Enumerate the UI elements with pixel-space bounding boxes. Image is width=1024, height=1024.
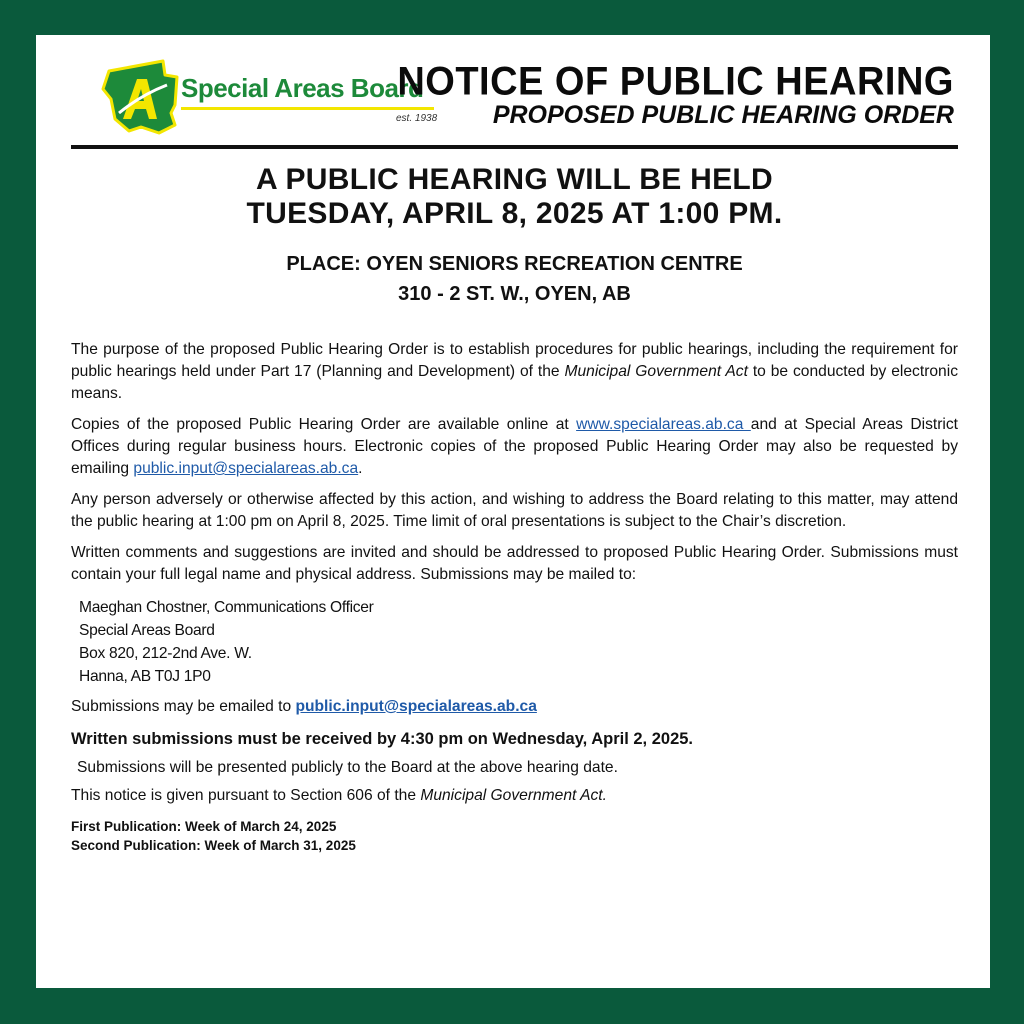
copies-text-c: .	[358, 460, 363, 477]
submission-deadline: Written submissions must be received by 4:30 pm on Wednesday, April 2, 2025.	[71, 730, 694, 748]
pursuant-act: Municipal Government Act.	[420, 787, 607, 804]
presented-note: Submissions will be presented publicly to the Board at the above hearing date.	[77, 759, 618, 776]
place-line-1: PLACE: OYEN SENIORS RECREATION CENTRE	[286, 253, 743, 275]
publication-dates	[71, 817, 958, 855]
address-line: Special Areas Board	[79, 622, 215, 639]
purpose-text-a: The purpose of the proposed Public Hearing Order is to establish procedures for public hearings, including the requirement for public hearings held under Part 17 (Planning and Development) of the	[71, 341, 958, 380]
headline-line-2: TUESDAY, APRIL 8, 2025 AT 1:00 PM.	[246, 197, 783, 230]
purpose-paragraph	[71, 339, 958, 405]
place-line-2: 310 - 2 ST. W., OYEN, AB	[398, 283, 631, 305]
pursuant-text: This notice is given pursuant to Section 606 of the	[71, 787, 421, 804]
affected-paragraph: Any person adversely or otherwise affected by this action, and wishing to address the Board relating to this matter, may attend the public hearing at 1:00 pm on April 8, 2025. Time limit of oral presentations is subject to the Chair’s discretion.	[71, 491, 958, 530]
address-line: Maeghan Chostner, Communications Officer	[79, 599, 374, 616]
mailing-address	[79, 596, 958, 688]
headline-line-1: A PUBLIC HEARING WILL BE HELD	[255, 163, 774, 196]
purpose-text-b: to be conducted by electronic means.	[71, 363, 958, 402]
notice-page	[36, 35, 990, 988]
address-line: Hanna, AB T0J 1P0	[79, 668, 211, 685]
copies-paragraph	[71, 414, 958, 480]
notice-title: NOTICE OF PUBLIC HEARING	[397, 59, 954, 105]
logo-name: Special Areas Board	[181, 73, 424, 103]
special-areas-logo	[101, 55, 441, 137]
second-publication: Second Publication: Week of March 31, 2025	[71, 838, 356, 853]
hearing-place	[71, 249, 958, 309]
notice-subtitle: PROPOSED PUBLIC HEARING ORDER	[492, 101, 954, 129]
submission-email-link[interactable]: public.input@specialareas.ab.ca	[295, 698, 537, 715]
notice-body	[71, 339, 958, 855]
first-publication: First Publication: Week of March 24, 2025	[71, 819, 337, 834]
logo-rule	[181, 107, 434, 110]
address-line: Box 820, 212-2nd Ave. W.	[79, 645, 252, 662]
copies-text-b: and at Special Areas District Offices during regular business hours. Electronic copies of the proposed Public Hearing Order may also be requested by emailing	[71, 416, 958, 477]
header	[71, 35, 958, 145]
website-link[interactable]: www.specialareas.ab.ca	[576, 416, 751, 433]
email-link[interactable]: public.input@specialareas.ab.ca	[133, 460, 359, 477]
pursuant-note	[71, 787, 958, 805]
logo-est: est. 1938	[396, 113, 438, 124]
purpose-act: Municipal Government Act	[564, 363, 748, 380]
logo-emblem-icon	[101, 55, 181, 137]
header-divider	[71, 145, 958, 149]
email-submission-line	[71, 696, 958, 718]
written-comments-paragraph: Written comments and suggestions are invited and should be addressed to proposed Public Hearing Order. Submissions must contain your full legal name and physical address. Submissions may be mailed to:	[71, 544, 958, 583]
hearing-headline	[71, 163, 958, 231]
email-line-text: Submissions may be emailed to	[71, 698, 296, 715]
copies-text-a: Copies of the proposed Public Hearing Order are available online at	[71, 416, 577, 433]
